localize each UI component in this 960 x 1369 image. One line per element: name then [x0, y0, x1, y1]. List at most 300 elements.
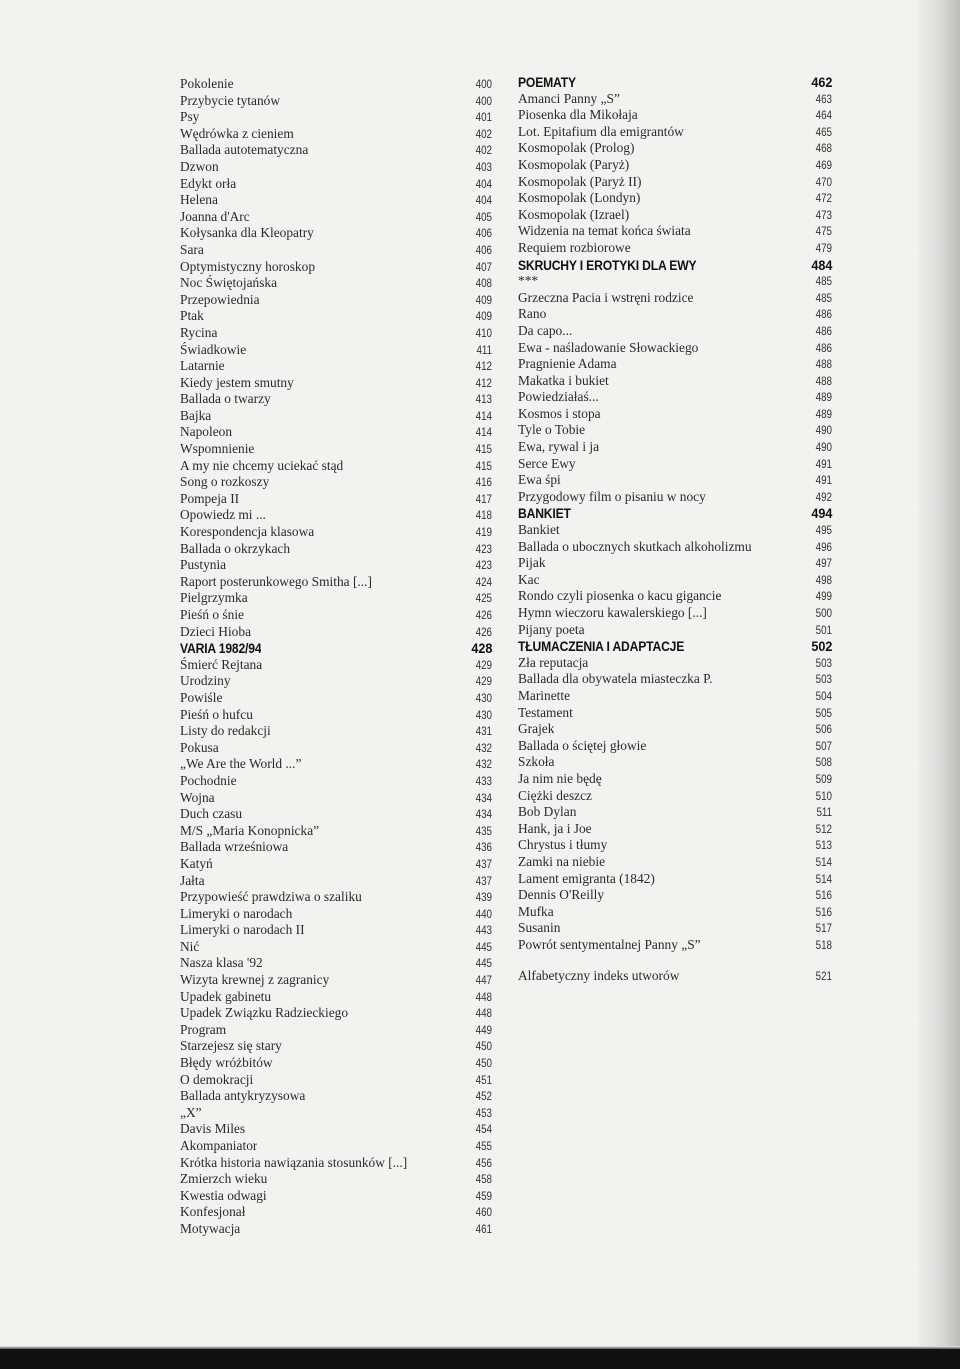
entry-title: Błędy wróżbitów [180, 1055, 273, 1071]
toc-entry [180, 76, 492, 93]
entry-page-number: 485 [815, 274, 832, 289]
entry-title: Wędrówka z cieniem [180, 125, 294, 141]
toc-entry [180, 590, 492, 607]
toc-entry [518, 605, 832, 622]
entry-page-number: 414 [475, 425, 492, 440]
entry-title: Upadek Związku Radzieckiego [180, 1005, 349, 1021]
toc-entry [180, 607, 492, 624]
toc-entry [518, 373, 832, 390]
entry-title: Upadek gabinetu [180, 988, 272, 1004]
entry-page-number: 449 [475, 1022, 492, 1037]
entry-title: Ewa śpi [518, 472, 561, 488]
entry-title: Song o rozkoszy [180, 474, 270, 490]
toc-entry [180, 673, 492, 690]
toc-entry [180, 259, 492, 276]
entry-title: Grzeczna Pacia i wstręni rodzice [518, 289, 694, 305]
entry-title: Listy do redakcji [180, 723, 271, 739]
entry-page-number: 511 [816, 805, 832, 820]
entry-title: Grajek [518, 721, 555, 737]
toc-entry [518, 854, 832, 871]
entry-page-number: 415 [475, 458, 492, 473]
entry-title: Powiedziałaś... [518, 389, 599, 405]
entry-page-number: 497 [815, 556, 832, 571]
toc-entry [180, 1138, 492, 1155]
entry-page-number: 489 [815, 406, 832, 421]
toc-entry [180, 839, 492, 856]
entry-title: Limeryki o narodach II [180, 922, 305, 938]
toc-entry [180, 441, 492, 458]
toc-entry [518, 340, 832, 357]
entry-page-number: 512 [815, 821, 832, 836]
toc-entry [180, 657, 492, 674]
toc-entry [180, 557, 492, 574]
toc-entry [180, 358, 492, 375]
entry-page-number: 508 [815, 755, 832, 770]
entry-title: Bajka [180, 407, 212, 423]
toc-entry [518, 738, 832, 755]
entry-page-number: 456 [475, 1155, 492, 1170]
entry-page-number: 455 [475, 1139, 492, 1153]
toc-entry [180, 308, 492, 325]
entry-page-number: 485 [815, 290, 832, 305]
entry-title: Sara [180, 241, 204, 257]
toc-entry [180, 1022, 492, 1039]
entry-page-number: 402 [475, 126, 492, 141]
toc-entry [518, 389, 832, 406]
entry-page-number: 491 [815, 473, 832, 488]
toc-entry [180, 1072, 492, 1089]
entry-title: Mufka [518, 903, 554, 919]
entry-title: Kosmopolak (Izrael) [518, 206, 630, 222]
entry-title: Latarnie [180, 358, 225, 374]
toc-entry [180, 292, 492, 309]
toc-entry [180, 922, 492, 939]
entry-page-number: 496 [815, 539, 832, 554]
entry-page-number: 490 [815, 423, 832, 438]
toc-entry [180, 1155, 492, 1172]
entry-page-number: 463 [815, 91, 832, 106]
entry-title: Jałta [180, 872, 205, 888]
toc-entry [180, 375, 492, 392]
toc-entry [180, 723, 492, 740]
entry-page-number: 492 [815, 489, 832, 504]
entry-title: Ballada wrześniowa [180, 839, 289, 855]
entry-page-number: 491 [815, 456, 832, 471]
entry-page-number: 453 [475, 1105, 492, 1120]
toc-entry [518, 472, 832, 489]
entry-page-number: 437 [475, 873, 492, 888]
entry-page-number: 465 [815, 124, 832, 139]
entry-title: Kwestia odwagi [180, 1187, 267, 1203]
toc-entry [518, 190, 832, 207]
entry-page-number: 435 [475, 823, 492, 838]
entry-page-number: 489 [815, 390, 832, 405]
toc-section-heading [518, 505, 832, 522]
entry-page-number: 514 [815, 854, 832, 869]
toc-entry [180, 856, 492, 873]
entry-title: Ewa, rywal i ja [518, 439, 600, 455]
entry-title: Kosmopolak (Londyn) [518, 190, 641, 206]
toc-entry [180, 225, 492, 242]
entry-title: Helena [180, 192, 218, 208]
toc-entry [180, 806, 492, 823]
entry-page-number: 506 [815, 722, 832, 737]
toc-entry [518, 539, 832, 556]
entry-title: Wspomnienie [180, 441, 255, 457]
entry-page-number: 400 [475, 93, 492, 108]
entry-title: Wizyta krewnej z zagranicy [180, 972, 330, 988]
entry-title: Program [180, 1021, 227, 1037]
entry-title: Susanin [518, 920, 561, 936]
entry-page-number: 503 [815, 672, 832, 687]
toc-entry [180, 1121, 492, 1138]
entry-title: Rondo czyli piosenka o kacu gigancie [518, 588, 722, 604]
entry-page-number: 475 [815, 224, 832, 239]
toc-entry [518, 240, 832, 257]
scanner-bottom-border [0, 1349, 960, 1369]
entry-page-number: 503 [815, 655, 832, 670]
entry-title: „X” [180, 1104, 202, 1120]
toc-entry [180, 707, 492, 724]
entry-title: Wojna [180, 789, 215, 805]
entry-title: Nasza klasa '92 [180, 955, 263, 971]
toc-entry [180, 756, 492, 773]
entry-title: Krótka historia nawiązania stosunków [...] [180, 1154, 408, 1170]
toc-entry [180, 192, 492, 209]
toc-entry [180, 458, 492, 475]
entry-title: Optymistyczny horoskop [180, 258, 316, 274]
toc-entry [518, 406, 832, 423]
entry-page-number: 495 [815, 523, 832, 538]
entry-page-number: 448 [475, 1006, 492, 1021]
toc-entry [180, 408, 492, 425]
entry-title: Psy [180, 109, 200, 125]
entry-page-number: 509 [815, 771, 832, 786]
entry-page-number: 498 [815, 572, 832, 587]
toc-entry [518, 588, 832, 605]
entry-title: Da capo... [518, 322, 573, 338]
entry-page-number: 426 [475, 624, 492, 639]
entry-page-number: 429 [475, 674, 492, 689]
toc-entry [180, 889, 492, 906]
toc-entry [518, 688, 832, 705]
entry-title: Pochodnie [180, 772, 237, 788]
entry-title: Ciężki deszcz [518, 787, 592, 803]
entry-title: „We Are the World ...” [180, 756, 302, 772]
entry-title: Przypowieść prawdziwa o szaliku [180, 889, 362, 905]
entry-title: Kołysanka dla Kleopatry [180, 225, 314, 241]
entry-page-number: 405 [475, 209, 492, 224]
toc-entry [518, 572, 832, 589]
toc-entry [180, 342, 492, 359]
entry-page-number: 430 [475, 690, 492, 705]
entry-title: Konfesjonał [180, 1204, 246, 1220]
toc-entry [518, 107, 832, 124]
toc-entry [518, 904, 832, 921]
toc-entry [518, 788, 832, 805]
entry-page-number: 417 [475, 491, 492, 506]
toc-section-heading [518, 74, 832, 91]
entry-title: O demokracji [180, 1071, 254, 1087]
entry-page-number: 452 [475, 1089, 492, 1104]
entry-title: *** [518, 273, 539, 289]
entry-page-number: 434 [475, 807, 492, 822]
entry-page-number: 414 [475, 408, 492, 423]
entry-page-number: 459 [475, 1188, 492, 1203]
entry-title: Ballada o twarzy [180, 391, 271, 407]
toc-entry [180, 906, 492, 923]
toc-entry [180, 873, 492, 890]
toc-entry [518, 721, 832, 738]
entry-page-number: 507 [815, 738, 832, 753]
toc-entry [180, 391, 492, 408]
section-page-number: 502 [810, 638, 832, 655]
toc-entry [518, 622, 832, 639]
entry-page-number: 411 [476, 342, 492, 357]
toc-entry [180, 955, 492, 972]
entry-title: Katyń [180, 855, 213, 871]
page-edge-shadow [918, 0, 960, 1369]
entry-title: Dzieci Hioba [180, 623, 252, 639]
entry-title: Zmierzch wieku [180, 1171, 268, 1187]
entry-page-number: 490 [815, 440, 832, 455]
entry-page-number: 437 [475, 856, 492, 871]
toc-entry [518, 140, 832, 157]
entry-page-number: 464 [815, 108, 832, 123]
toc-entry [180, 1005, 492, 1022]
entry-title: Pustynia [180, 557, 227, 573]
entry-title: Pompeja II [180, 490, 240, 506]
entry-page-number: 416 [475, 475, 492, 490]
entry-page-number: 488 [815, 357, 832, 372]
entry-title: Kiedy jestem smutny [180, 374, 294, 390]
toc-section-heading [180, 640, 492, 657]
toc-entry [518, 157, 832, 174]
section-page-number: 494 [810, 505, 832, 522]
toc-entry [518, 804, 832, 821]
entry-title: Powrót sentymentalnej Panny „S” [518, 936, 701, 952]
entry-title: Alfabetyczny indeks utworów [518, 968, 680, 984]
entry-title: Pieśń o hufcu [180, 706, 253, 722]
entry-page-number: 513 [815, 838, 832, 853]
entry-page-number: 412 [475, 375, 492, 390]
entry-title: Ballada o ubocznych skutkach alkoholizmu [518, 538, 752, 554]
entry-title: Pielgrzymka [180, 590, 248, 606]
entry-page-number: 431 [475, 724, 492, 739]
entry-page-number: 473 [815, 207, 832, 222]
entry-title: Lament emigranta (1842) [518, 870, 655, 886]
toc-entry [180, 424, 492, 441]
toc-left-column [180, 76, 492, 1238]
toc-entry [518, 887, 832, 904]
entry-title: Kosmos i stopa [518, 405, 601, 421]
entry-page-number: 488 [815, 373, 832, 388]
entry-title: Ballada o okrzykach [180, 540, 291, 556]
toc-entry [180, 176, 492, 193]
entry-title: Pokolenie [180, 76, 234, 91]
entry-title: Testament [518, 704, 573, 720]
toc-entry [180, 690, 492, 707]
entry-page-number: 517 [815, 921, 832, 936]
entry-title: Amanci Panny „S” [518, 90, 620, 106]
toc-entry [518, 290, 832, 307]
entry-page-number: 516 [815, 904, 832, 919]
entry-page-number: 426 [475, 608, 492, 622]
entry-page-number: 445 [475, 939, 492, 954]
toc-entry [518, 422, 832, 439]
entry-title: Hymn wieczoru kawalerskiego [...] [518, 605, 707, 620]
toc-entry [518, 771, 832, 788]
entry-page-number: 486 [815, 340, 832, 355]
toc-entry [518, 273, 832, 290]
entry-page-number: 429 [475, 657, 492, 672]
entry-title: Dzwon [180, 158, 219, 174]
entry-title: Tyle o Tobie [518, 422, 586, 438]
entry-page-number: 450 [475, 1056, 492, 1071]
toc-entry [180, 1088, 492, 1105]
toc-right-column [518, 74, 832, 985]
section-page-number: 462 [810, 74, 832, 90]
entry-page-number: 486 [815, 323, 832, 338]
toc-entry [180, 109, 492, 126]
toc-entry [518, 306, 832, 323]
toc-entry [518, 754, 832, 771]
toc-entry [180, 790, 492, 807]
entry-title: Noc Świętojańska [180, 275, 278, 291]
entry-title: M/S „Maria Konopnicka” [180, 822, 320, 838]
entry-title: Marinette [518, 687, 571, 703]
entry-page-number: 440 [475, 906, 492, 921]
toc-entry [180, 1038, 492, 1055]
toc-entry [518, 323, 832, 340]
entry-page-number: 486 [815, 307, 832, 322]
entry-page-number: 518 [815, 937, 832, 952]
entry-page-number: 521 [815, 969, 832, 984]
section-title: SKRUCHY I EROTYKI DLA EWY [518, 257, 697, 273]
toc-entry [180, 491, 492, 508]
toc-entry [180, 93, 492, 110]
toc-entry [180, 524, 492, 541]
entry-page-number: 408 [475, 276, 492, 291]
entry-title: Zamki na niebie [518, 853, 606, 869]
section-title: VARIA 1982/94 [180, 641, 262, 657]
entry-title: Makatka i bukiet [518, 372, 609, 388]
entry-title: Ewa - naśladowanie Słowackiego [518, 339, 699, 355]
toc-entry [518, 124, 832, 141]
entry-title: Hank, ja i Joe [518, 820, 592, 836]
entry-page-number: 499 [815, 589, 832, 604]
entry-title: Motywacja [180, 1220, 241, 1236]
toc-entry [180, 159, 492, 176]
entry-title: Kosmopolak (Prolog) [518, 140, 635, 156]
toc-entry [180, 1188, 492, 1205]
entry-title: Chrystus i tłumy [518, 837, 608, 853]
entry-title: Świadkowie [180, 341, 247, 357]
entry-page-number: 460 [475, 1205, 492, 1220]
entry-page-number: 404 [475, 176, 492, 191]
toc-entry [518, 821, 832, 838]
entry-title: Dennis O'Reilly [518, 887, 605, 903]
entry-page-number: 468 [815, 141, 832, 156]
entry-title: Edykt orła [180, 175, 237, 191]
toc-entry [180, 1221, 492, 1238]
entry-title: Opowiedz mi ... [180, 507, 266, 523]
toc-entry [180, 541, 492, 558]
section-title: TŁUMACZENIA I ADAPTACJE [518, 639, 685, 655]
entry-title: Joanna d'Arc [180, 208, 250, 224]
toc-entry [518, 871, 832, 888]
toc-section-heading [518, 257, 832, 274]
toc-entry [180, 989, 492, 1006]
entry-title: Requiem rozbiorowe [518, 239, 631, 255]
entry-title: Ptak [180, 308, 204, 324]
section-title: BANKIET [518, 506, 571, 522]
entry-title: Bob Dylan [518, 804, 577, 820]
toc-section-heading [518, 638, 832, 655]
toc-entry [180, 574, 492, 591]
entry-page-number: 433 [475, 773, 492, 788]
toc-entry [518, 223, 832, 240]
toc-entry [518, 456, 832, 473]
entry-title: Bankiet [518, 522, 560, 538]
toc-entry [518, 174, 832, 191]
toc-entry [518, 207, 832, 224]
entry-title: Urodziny [180, 673, 231, 689]
entry-title: Piosenka dla Mikołaja [518, 107, 638, 123]
entry-page-number: 501 [815, 622, 832, 637]
entry-page-number: 403 [475, 159, 492, 174]
entry-title: Rano [518, 306, 547, 322]
entry-page-number: 436 [475, 840, 492, 855]
entry-page-number: 469 [815, 157, 832, 172]
toc-entry [180, 823, 492, 840]
entry-title: Lot. Epitafium dla emigrantów [518, 123, 684, 139]
entry-page-number: 445 [475, 956, 492, 971]
entry-page-number: 505 [815, 705, 832, 720]
entry-title: Kac [518, 571, 540, 587]
entry-title: Raport posterunkowego Smitha [...] [180, 573, 372, 589]
entry-title: Korespondencja klasowa [180, 524, 315, 540]
entry-page-number: 510 [815, 788, 832, 803]
entry-title: Zła reputacja [518, 654, 589, 670]
entry-page-number: 409 [475, 292, 492, 307]
entry-page-number: 454 [475, 1122, 492, 1137]
toc-entry [180, 1171, 492, 1188]
toc-entry [180, 624, 492, 641]
toc-entry [518, 555, 832, 572]
toc-entry [518, 356, 832, 373]
entry-page-number: 413 [475, 392, 492, 407]
entry-page-number: 434 [475, 790, 492, 805]
toc-entry [180, 126, 492, 143]
entry-page-number: 423 [475, 541, 492, 556]
entry-title: Starzejesz się stary [180, 1038, 282, 1054]
toc-entry [518, 920, 832, 937]
entry-title: Śmierć Rejtana [180, 656, 263, 672]
entry-title: Limeryki o narodach [180, 905, 293, 921]
entry-page-number: 407 [475, 259, 492, 274]
entry-title: A my nie chcemy uciekać stąd [180, 457, 344, 473]
entry-title: Ja nim nie będę [518, 770, 602, 786]
entry-page-number: 401 [475, 110, 492, 125]
toc-entry [518, 91, 832, 108]
entry-title: Akompaniator [180, 1138, 258, 1153]
entry-page-number: 402 [475, 143, 492, 158]
entry-page-number: 439 [475, 890, 492, 905]
entry-page-number: 470 [815, 174, 832, 189]
entry-page-number: 410 [475, 325, 492, 340]
toc-entry [180, 773, 492, 790]
